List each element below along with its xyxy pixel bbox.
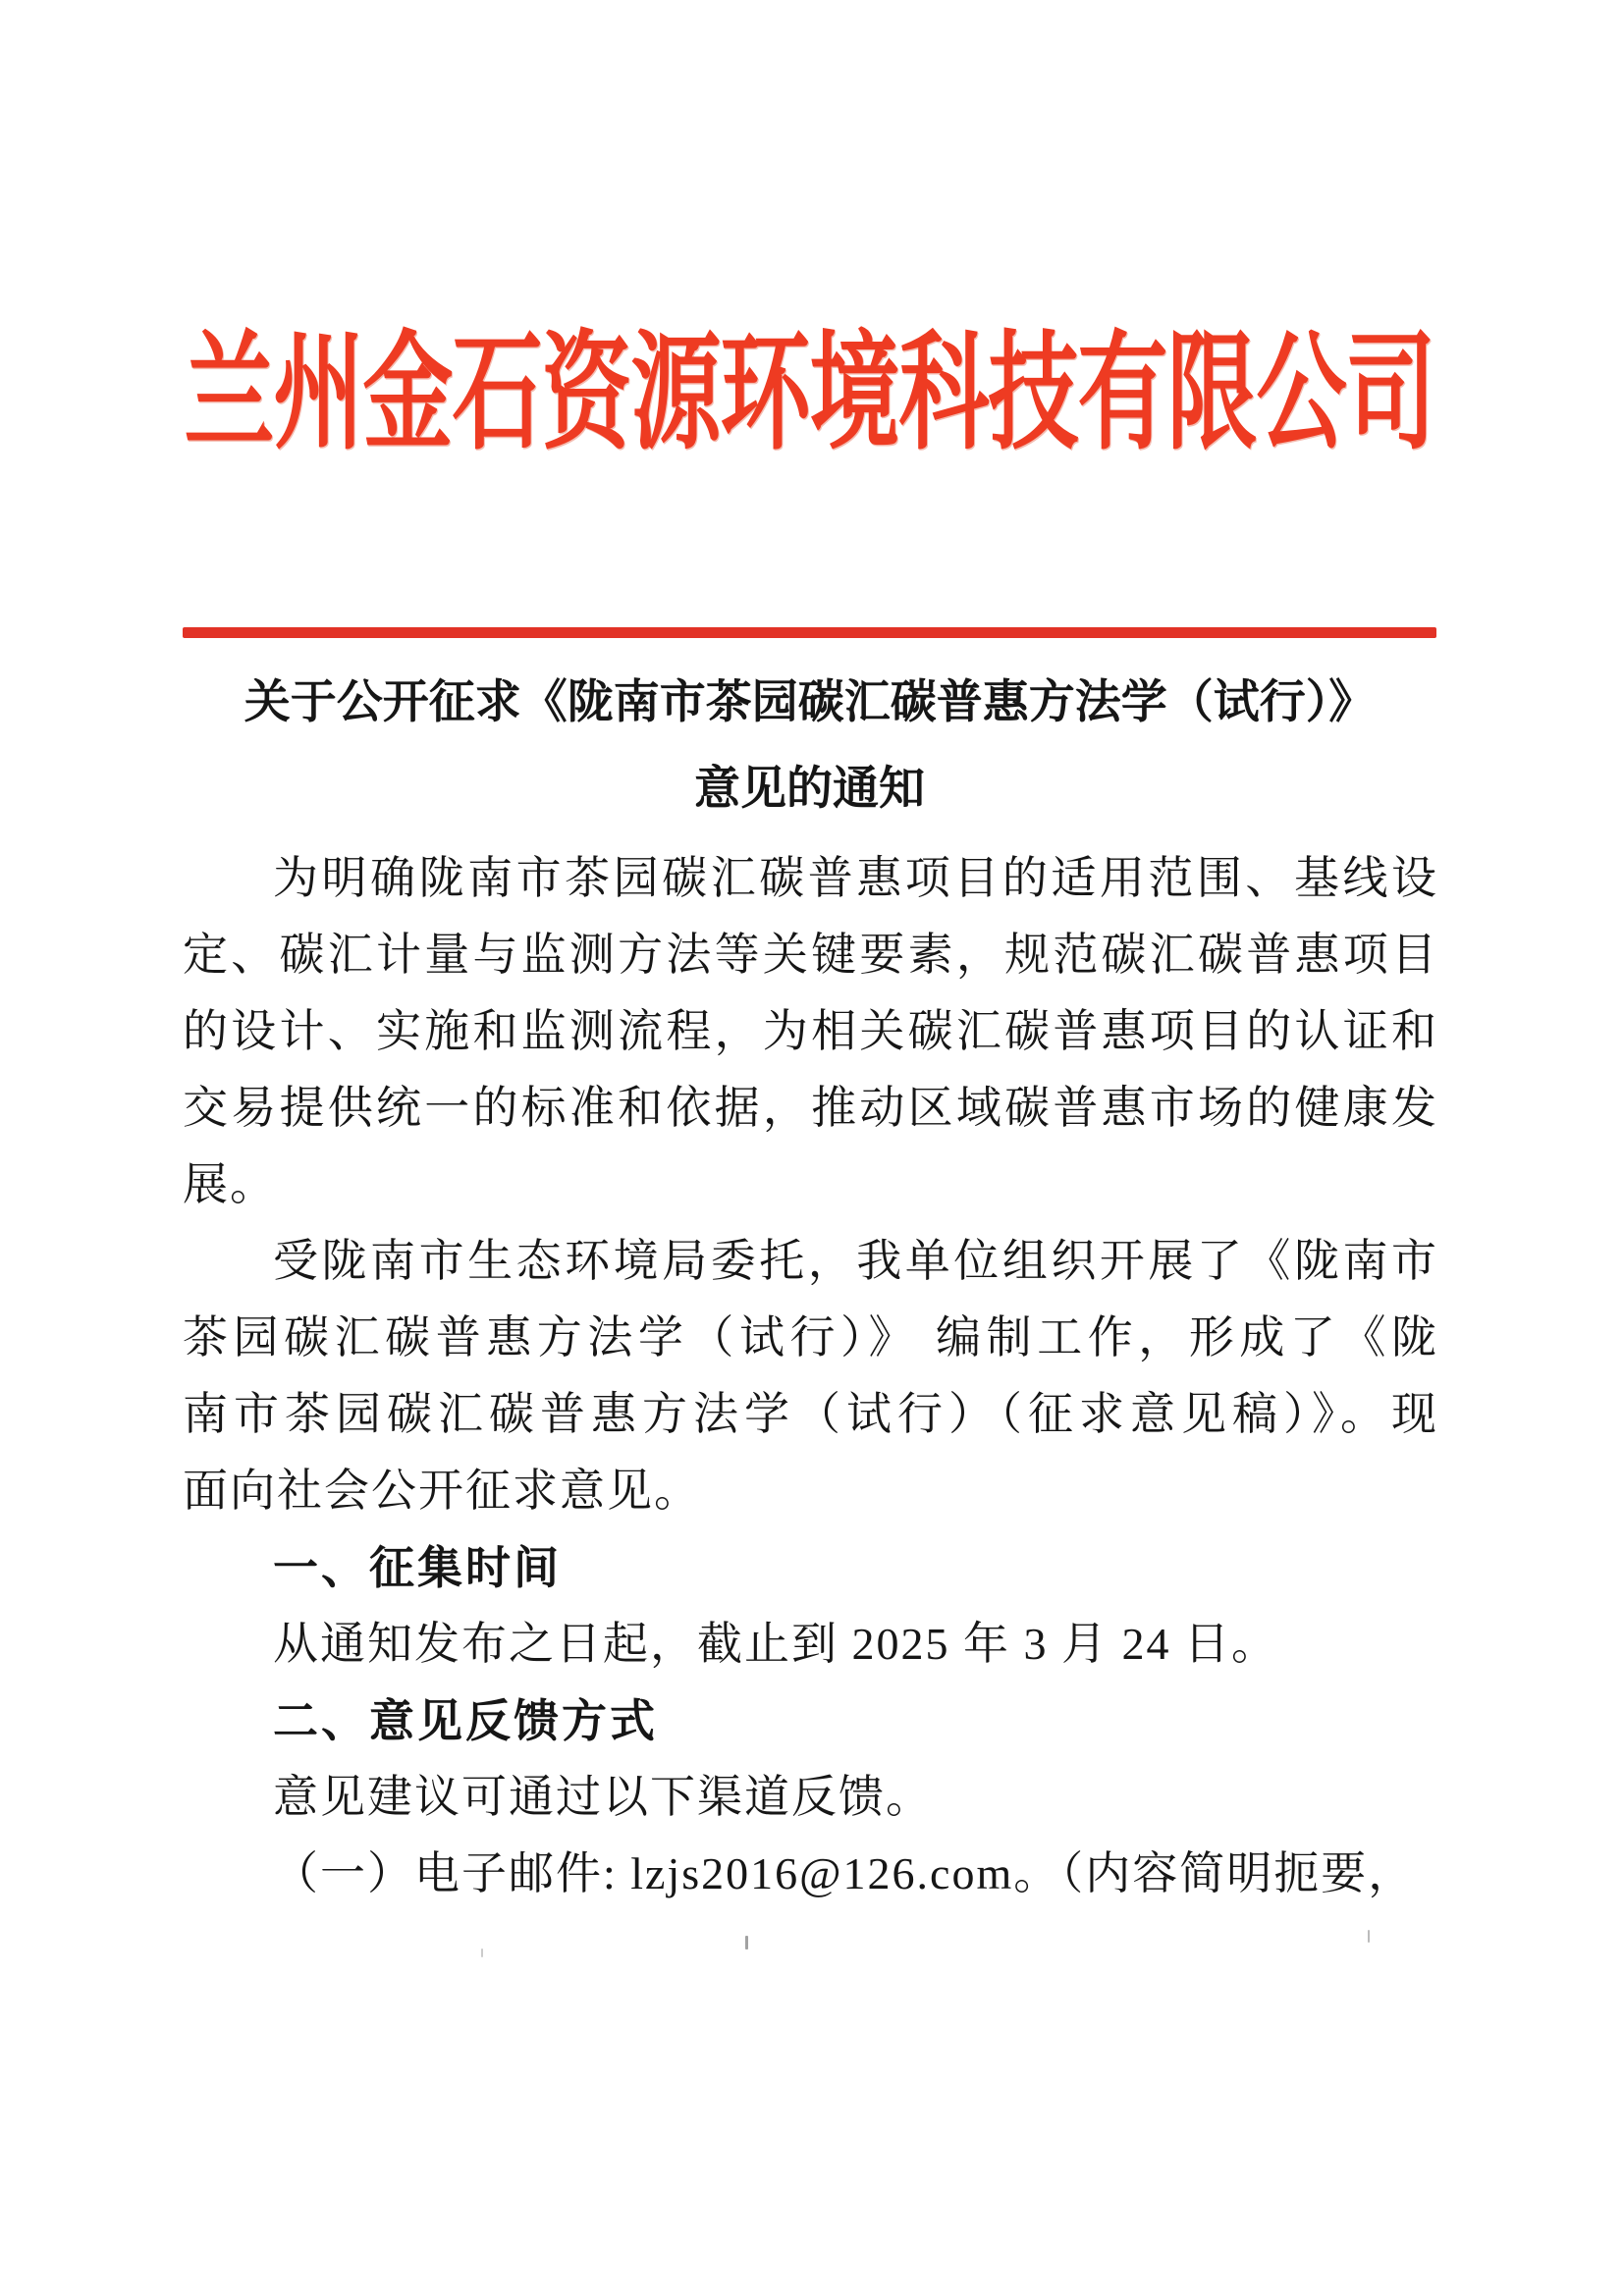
section-heading-feedback-method: 二、意见反馈方式 [273, 1695, 658, 1746]
document-title [183, 660, 1436, 832]
body-line: 交易提供统一的标准和依据，推动区域碳普惠市场的健康发 [183, 1083, 1436, 1133]
scan-speck [481, 1949, 483, 1957]
scan-speck [1368, 1930, 1370, 1943]
scan-speck [745, 1936, 748, 1949]
body-line: 展。 [183, 1159, 277, 1209]
document-title-line-1: 关于公开征求《陇南市茶园碳汇碳普惠方法学（试行）》 [243, 677, 1376, 728]
deadline-line: 从通知发布之日起，截止到 2025 年 3 月 24 日。 [273, 1619, 1278, 1669]
body-line: 定、碳汇计量与监测方法等关键要素，规范碳汇碳普惠项目 [183, 930, 1436, 980]
body-line: 意见建议可通过以下渠道反馈。 [273, 1772, 933, 1822]
body-line: 的设计、实施和监测流程，为相关碳汇碳普惠项目的认证和 [183, 1006, 1436, 1056]
body-line: 茶园碳汇碳普惠方法学（试行）》 编制工作，形成了《陇 [183, 1312, 1436, 1362]
contact-email-line: （一）电子邮件: lzjs2016@126.com。（内容简明扼要， [273, 1848, 1416, 1898]
document-body [183, 840, 1436, 1912]
body-line: 南市茶园碳汇碳普惠方法学（试行）（征求意见稿）》。现 [183, 1389, 1436, 1439]
body-line: 为明确陇南市茶园碳汇碳普惠项目的适用范围、基线设 [273, 853, 1436, 903]
company-letterhead: 兰州金石资源环境科技有限公司 [184, 322, 1435, 465]
body-line: 面向社会公开征求意见。 [183, 1466, 701, 1516]
body-line: 受陇南市生态环境局委托，我单位组织开展了《陇南市 [273, 1236, 1436, 1286]
section-heading-collection-time: 一、征集时间 [273, 1542, 562, 1593]
document-title-line-2: 意见的通知 [694, 764, 925, 815]
letterhead-divider-line [183, 627, 1436, 638]
